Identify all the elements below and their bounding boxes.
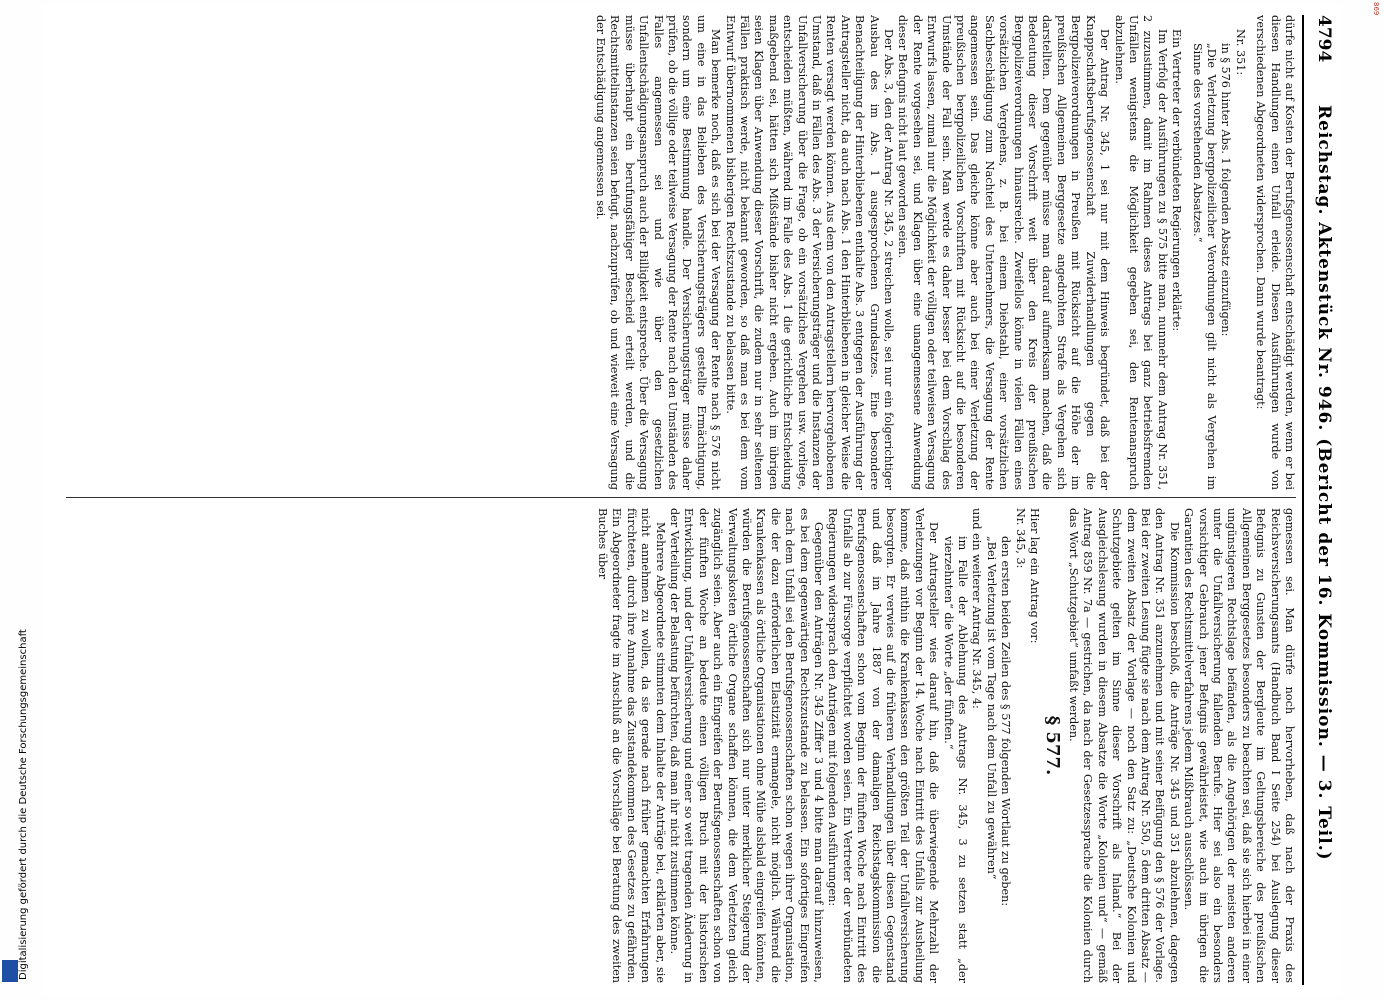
digitization-credit — [4, 600, 29, 980]
text-column-left — [593, 15, 1297, 490]
paragraph: Ein Vertreter der verbündeten Regierungen erklärte: — [1170, 29, 1184, 332]
page-header — [1308, 15, 1334, 985]
paragraph: Nr. 345, 3: — [1013, 508, 1027, 569]
paragraph: in § 576 hinter Abs. 1 folgenden Absatz einzufügen: — [1219, 43, 1233, 337]
column-separator — [66, 497, 1296, 498]
page-header-title: Reichstag. Aktenstück Nr. 946. (Bericht der 16. Kommission. — 3. Teil.) — [1314, 105, 1334, 861]
corner-mark — [1370, 2, 1380, 32]
paragraph: „Bei Verletzung ist vom Tage nach dem Unfall zu gewähren“ — [984, 536, 998, 880]
paragraph: Nr. 351: — [1233, 29, 1247, 76]
header-rule — [1302, 15, 1304, 985]
paragraph: Der Antrag Nr. 345, 1 sei nur mit dem Hinweis begründet, daß bei der Knappschaftsberufsgenossenschaft Zuwiderhandlungen gegen die Bergpolizeiverordnungen in Preußen mit Rücksicht auf die Höhe der im preußischen Allgemeinen Berggesetze angedrohten Strafe als Vergehen sich darstellten. Dem gegenüber müsse man darauf aufmerksam machen, daß die Bedeutung dieser Vorschrift weit über den Kreis der preußischen Bergpolizeiverordnungen hinausreiche. Zweifellos könne in vielen Fällen eines vorsätzlichen Vergehens, z. B. bei einem Diebstahl, einer vorsätzlichen Sachbeschädigung zum Nachteil des Unternehmers, die Versagung der Rente angemessen sein. Das gleiche könne aber auch bei einer Verletzung der preußischen bergpolizeilichen Vorschriften mit Rücksicht auf die besonderen Umstände der Fall sein. Man werde es daher besser bei dem Vorschlag des Entwurfs lassen, zumal nur die Möglichkeit der völligen oder teilweisen Versagung der Rente vorgesehen sei, und Klagen über eine unangemessene Anwendung dieser Befugnis nicht laut geworden seien. — [896, 15, 1112, 490]
document-page — [42, 5, 1342, 995]
dfg-logo — [2, 960, 18, 982]
paragraph: Die Kommission beschloß, die Anträge Nr. 345 und 351 abzulehnen, dagegen den Antrag Nr. 351 anzunehmen und mit seiner Beifügung den § 576 der Vorlage. Bei der zweiten Lesung fügte sie nach dem Antrag Nr. 550, 5 dem dritten Absatz — dem zweiten Absatz der Vorlage — noch den Satz zu: „Deutsche Kolonien und Schutzgebiete gelten im Sinne dieser Vorschrift als Inland.“ Bei der Ausgleichslesung wurden in diesem Absatze die Worte „Kolonien und“ — gemäß Antrag 859 Nr. 7a — gestrichen, da nach der Gesetzessprache die Kolonien durch das Wort „Schutzgebiet“ umfaßt werden. — [1066, 508, 1181, 983]
paragraph: Im Verfolg der Ausführungen zu § 575 bitte man, nunmehr dem Antrag Nr. 351, 2 zuzustimmen, damit im Rahmen dieses Antrags bei ganz betriebsfremden Unfällen wenigstens die Möglichkeit gegeben sei, den Rentenanspruch abzulehnen. — [1112, 15, 1169, 490]
paragraph: Man bemerke noch, daß es sich bei der Versagung der Rente nach § 576 nicht um eine in das Belieben des Versicherungsträgers gestellte Ermächtigung, sondern um eine Bestimmung handle. Der Versicherungsträger müsse daher prüfen, ob die völlige oder teilweise Versagung der Rente nach den Umständen des Falles angemessen sei und wie über den gesetzlichen Unfallentschädigungsanspruch auch der Billigkeit entspreche. Über die Versagung müsse überhaupt ein berufungsfähiger Bescheid erteilt werden, und die Rechtsmittelinstanzen seien befugt, nachzuprüfen, ob und wieweit eine Versagung der Entschädigung angemessen sei. — [593, 15, 723, 490]
paragraph: Gegenüber den Anträgen Nr. 345 Ziffer 3 und 4 bitte man darauf hinzuweisen, es bei dem gegenwärtigen Rechtszustande zu belassen. Ein sofortiges Eingreifen nach dem Unfall sei den Berufsgenossenschaften schon wegen ihrer Organisation, die der dazu erforderlichen Elastizität ermangele, nicht möglich. Während die Krankenkassen als örtliche Organisationen ohne Mühe alsbald eingreifen könnten, würden die Berufsgenossenschaften sich nur unter merklicher Steigerung der Verwaltungskosten örtliche Organe schaffen können, die dem Verletzten gleich zugänglich seien. Aber auch ein Eingreifen der Berufsgenossenschaften schon von der fünften Woche an bedeute einen völligen Bruch mit der historischen Entwicklung, und der Unfallversicherung und einer so weit tragenden Änderung in der Verteilung der Belastung befürchten, daß man ihr nicht zustimmen könne. — [667, 508, 825, 983]
paragraph: § 577. — [1042, 715, 1064, 776]
text-column-right — [595, 508, 1297, 983]
paragraph: Hier lag ein Antrag vor: — [1028, 508, 1042, 644]
corner-mark-text: 869 — [1372, 2, 1380, 16]
paragraph: den ersten beiden Zeilen des § 577 folgenden Wortlaut zu geben: — [999, 536, 1013, 907]
paragraph: gemessen sei. Man dürfe noch hervorheben, daß nach der Praxis des Reichsversicherungsamts (Handbuch Band I Seite 254) bei Auslegung dieser Befugnis zu Gunsten der Bergleute im Geltungsbereiche des preußischen Allgemeinen Berggesetzes besonders zu beachten sei, daß sie sich hierbei in einer ungünstigeren Rechtslage befänden, als die Angehörigen der meisten anderen unter die Unfallversicherung fallenden Berufe. Hier sei also ein besonders vorsichtiger Gebrauch jener Befugnis gewährleistet, wie auch im übrigen die Garantien des Rechtsmittelverfahrens jedem Mißbrauch ausschlössen. — [1182, 508, 1296, 983]
paragraph: Mehrere Abgeordnete stimmten dem Inhalte der Anträge bei, erklärten aber, sie nicht annehmen zu wollen, da sie gerade nach früher gemachten Erfahrungen fürchteten, durch ihre Annahme das Zustandekommen des Gesetzes zu gefährden. Ein Abgeordneter fragte im Anschluß an die Vorschläge bei Beratung des zweiten Buches über — [595, 508, 667, 983]
paragraph: dürfe nicht auf Kosten der Berufsgenossenschaft entschädigt werden, wenn er bei diesen Handlungen einen Unfall erleide. Diesen Ausführungen wurde von verschiedenen Abgeordneten widersprochen. Dann wurde beantragt: — [1254, 15, 1296, 490]
page-number: 4794 — [1314, 15, 1334, 63]
paragraph: im Falle der Ablehnung des Antrags Nr. 345, 3 zu setzen statt „der vierzehnten“ die Worte „der fünften.“ — [941, 536, 970, 983]
paragraph: Der Abs. 3, den der Antrag Nr. 345, 2 streichen wolle, sei nur ein folgerichtiger Ausbau des im Abs. 1 ausgesprochenen Grundsatzes. Eine besondere Benachteiligung der Hinterbliebenen enthalte Abs. 3 entgegen der Ausführung der Antragsteller nicht, da auch nach Abs. 1 den Hinterbliebenen in gleicher Weise die Renten versagt werden können. Aus dem von den Antragstellern hervorgehobenen Umstand, daß in Fällen des Abs. 3 der Versicherungsträger und die Instanzen der Unfallversicherung über die Frage, ob ein vorsätzliches Vergehen usw. vorliege, entscheiden müßten, während im Falle des Abs. 1 die gerichtliche Entscheidung maßgebend sei, hätten sich Mißstände bisher nicht ergeben. Auch im übrigen seien Klagen über Anwendung dieser Vorschrift, die zudem nur in sehr seltenen Fällen praktisch werde, nicht bekannt geworden, so daß man es bei dem vom Entwurf übernommenen bisherigen Rechtszustande zu belassen bitte. — [723, 15, 896, 490]
paragraph: „Die Verletzung bergpolizeilicher Verordnungen gilt nicht als Vergehen im Sinne des vorstehenden Absatzes.“ — [1190, 43, 1218, 490]
paragraph: Der Antragsteller wies darauf hin, daß die überwiegende Mehrzahl der Verletzungen vor Beginn der 14. Woche nach Eintritt des Unfalls zur Ausheilung komme, daß mithin die Krankenkassen den größten Teil der Unfallversicherung besorgten. Er verwies auf die früheren Verhandlungen über diesen Gegenstand und daß im Jahre 1887 von der damaligen Reichstagskommission die Berufsgenossenschaften schon vom Beginn der fünften Woche nach Eintritt des Unfalls ab zur Fürsorge verpflichtet worden seien. Ein Vertreter der verbündeten Regierungen widersprach den Anträgen mit folgenden Ausführungen: — [826, 508, 941, 983]
digitization-credit-text: Digitalisierung gefördert durch die Deutsche Forschungsgemeinschaft — [18, 629, 29, 980]
paragraph: und ein weiterer Antrag Nr. 345, 4: — [970, 508, 984, 709]
